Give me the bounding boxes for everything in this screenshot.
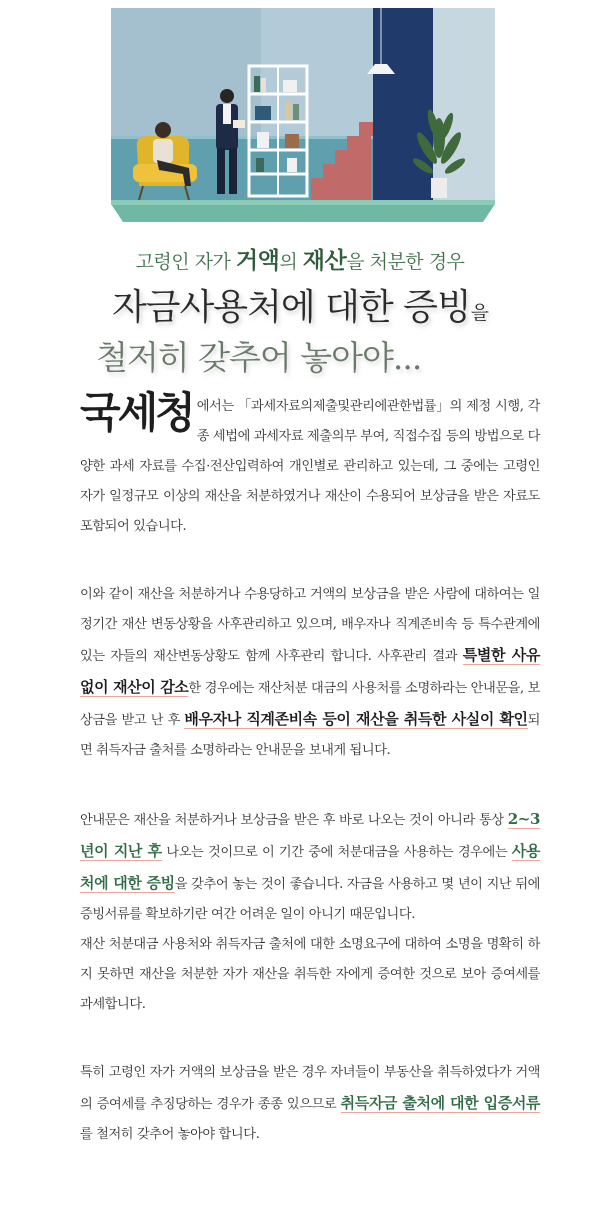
headline-line-2-suffix: 을 <box>470 302 488 324</box>
paragraph-3-text-b: 나오는 것이므로 이 기간 중에 처분대금을 사용하는 경우에는 <box>161 845 512 860</box>
paragraph-2-text-a: 이와 같이 재산을 처분하거나 수용당하고 거액의 보상금을 받은 사람에 대하여는 일정기간 재산 변동상황을 사후관리하고 있으며, 배우자나 직계존비속 등 특수관계에 있는 자들의 재산변동상황도 함께 사후관리 합니다. 사후관리 결과 <box>80 587 540 664</box>
headline-line-1-pre: 고령인 자가 <box>135 251 236 273</box>
headline-line-1-mid: 의 <box>279 251 303 273</box>
paragraph-5-text-a: 특히 고령인 자가 거액의 보상금을 받은 경우 자녀들이 부동산을 취득하였다가 거액의 증여세를 추징당하는 경우가 종종 있으므로 <box>80 1065 540 1112</box>
dropcap-nts: 국세청 <box>80 388 193 437</box>
headline-line-1-post: 을 처분한 경우 <box>346 251 465 273</box>
headline-line-2-main: 자금사용처에 대한 증빙 <box>111 287 471 328</box>
paragraph-2-text-c: 되면 취득자금 출처를 소명하라는 안내문을 보내게 됩니다. <box>80 713 540 758</box>
headline-line-3: 철저히 갖추어 놓아야... <box>96 338 422 377</box>
headline-word-geoaek: 거액 <box>235 247 280 274</box>
highlight-2-3-years: 2~3년이 지난 후 <box>80 810 540 860</box>
headline <box>0 242 600 379</box>
paragraph-3-text-a: 안내문은 재산을 처분하거나 보상금을 받은 후 바로 나오는 것이 아니라 통상 <box>80 813 508 828</box>
headline-word-jaesan: 재산 <box>302 247 347 274</box>
highlight-proof-documents: 취득자금 출처에 대한 입증서류 <box>340 1094 540 1112</box>
highlight-asset-decrease: 특별한 사유 없이 재산이 감소 <box>80 646 540 696</box>
hero-illustration <box>111 8 495 222</box>
article-body <box>80 388 540 1188</box>
paragraph-1 <box>80 388 540 542</box>
highlight-usage-evidence: 사용처에 대한 증빙 <box>80 842 540 892</box>
paragraph-group-3 <box>80 804 540 1020</box>
paragraph-4: 재산 처분대금 사용처와 취득자금 출처에 대한 소명요구에 대하여 소명을 명확히 하지 못하면 재산을 처분한 자가 재산을 취득한 자에게 증여한 것으로 보아 증여세를 과세합니다. <box>80 937 540 1012</box>
paragraph-3 <box>80 804 540 930</box>
paragraph-1-text: 에서는 「과세자료의제출및관리에관한법률」의 제정 시행, 각종 세법에 과세자료 제출의무 부여, 직접수집 등의 방법으로 다양한 과세 자료를 수집·전산입력하여 개인별로 관리하고 있는데, 그 중에는 고령인 자가 일정규모 이상의 재산을 처분하였거나 재산이 수용되어 보상금을 받은 자료도 포함되어 있습니다. <box>80 399 540 534</box>
highlight-family-acquisition: 배우자나 직계존비속 등이 재산을 취득한 사실이 확인 <box>184 710 528 728</box>
paragraph-5 <box>80 1058 540 1150</box>
paragraph-3-text-c: 을 갖추어 놓는 것이 좋습니다. 자금을 사용하고 몇 년이 지난 뒤에 증빙서류를 확보하기란 여간 어려운 일이 아니기 때문입니다. <box>80 877 540 922</box>
headline-line-1 <box>0 242 600 275</box>
paragraph-2-text-b: 한 경우에는 재산처분 대금의 사용처를 소명하라는 안내문을, 보상금을 받고 난 후 <box>80 681 540 728</box>
paragraph-5-text-b: 를 철저히 갖추어 놓아야 합니다. <box>80 1127 260 1142</box>
headline-line-2 <box>0 279 600 330</box>
paragraph-2 <box>80 580 540 766</box>
